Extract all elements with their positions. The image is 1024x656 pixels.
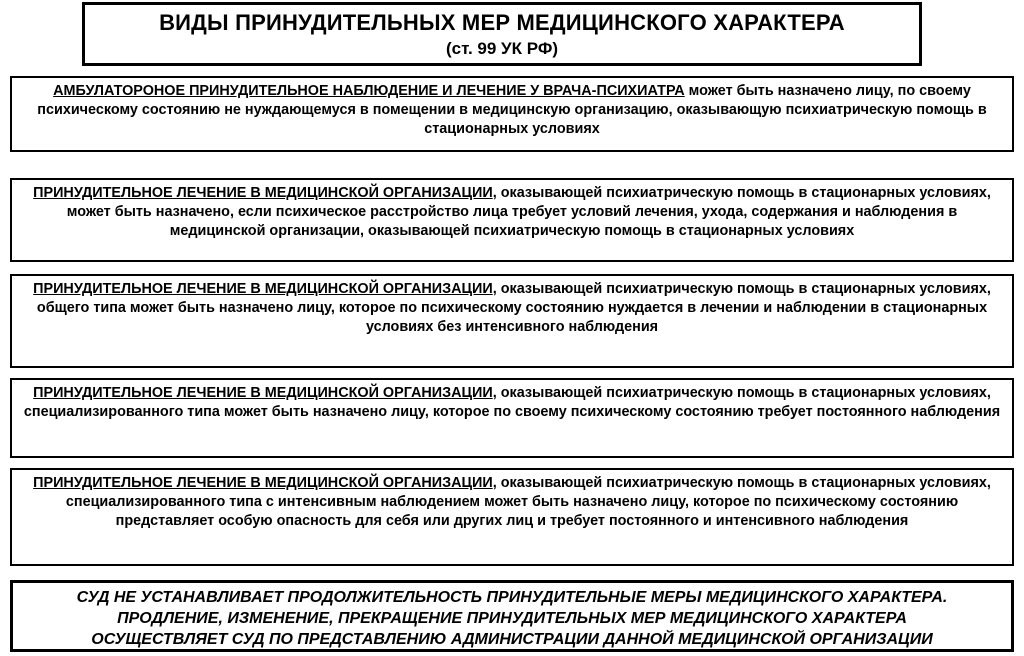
measure-text: , оказывающей психиатрическую помощь в стационарных условиях, специализированного типа может быть назначено лицу, которое по своему психическому состоянию требует постоянного наблюдения <box>23 385 1001 420</box>
measure-lead: ПРИНУДИТЕЛЬНОЕ ЛЕЧЕНИЕ В МЕДИЦИНСКОЙ ОРГАНИЗАЦИИ <box>33 385 493 401</box>
measure-text: может быть назначено лицу, по своему психическому состоянию не нуждающемуся в помещении в медицинскую организацию, оказывающую психиатрическую помощь в стационарных условиях <box>37 83 987 137</box>
court-note-line: СУД НЕ УСТАНАВЛИВАЕТ ПРОДОЛЖИТЕЛЬНОСТЬ ПРИНУДИТЕЛЬНЫЕ МЕРЫ МЕДИЦИНСКОГО ХАРАКТЕРА. <box>76 589 948 606</box>
diagram-title: ВИДЫ ПРИНУДИТЕЛЬНЫХ МЕР МЕДИЦИНСКОГО ХАРАКТЕРА <box>159 10 845 35</box>
measure-lead: ПРИНУДИТЕЛЬНОЕ ЛЕЧЕНИЕ В МЕДИЦИНСКОЙ ОРГАНИЗАЦИИ <box>33 281 493 297</box>
court-note-line: ПРОДЛЕНИЕ, ИЗМЕНЕНИЕ, ПРЕКРАЩЕНИЕ ПРИНУДИТЕЛЬНЫХ МЕР МЕДИЦИНСКОГО ХАРАКТЕРА <box>117 610 907 627</box>
court-note-line: ОСУЩЕСТВЛЯЕТ СУД ПО ПРЕДСТАВЛЕНИЮ АДМИНИСТРАЦИИ ДАННОЙ МЕДИЦИНСКОЙ ОРГАНИЗАЦИИ <box>91 631 933 648</box>
measure-lead: АМБУЛАТОРОНОЕ ПРИНУДИТЕЛЬНОЕ НАБЛЮДЕНИЕ И ЛЕЧЕНИЕ У ВРАЧА-ПСИХИАТРА <box>53 83 685 99</box>
measure-text: , оказывающей психиатрическую помощь в стационарных условиях, общего типа может быть назначено лицу, которое по психическому состоянию нуждается в лечении и наблюдении в стационарных условиях без интенсивного наблюдения <box>36 281 991 335</box>
measure-box-specialized-type <box>10 378 1014 458</box>
measure-box-specialized-intensive <box>10 468 1014 566</box>
measure-text: , оказывающей психиатрическую помощь в стационарных условиях, может быть назначено, если психическое расстройство лица требует условий лечения, ухода, содержания и наблюдения в медицинской организации, оказывающей психиатрическую помощь в стационарных условиях <box>66 185 991 239</box>
measure-lead: ПРИНУДИТЕЛЬНОЕ ЛЕЧЕНИЕ В МЕДИЦИНСКОЙ ОРГАНИЗАЦИИ <box>33 185 493 201</box>
measure-lead: ПРИНУДИТЕЛЬНОЕ ЛЕЧЕНИЕ В МЕДИЦИНСКОЙ ОРГАНИЗАЦИИ <box>33 475 493 491</box>
measure-box-inpatient <box>10 178 1014 262</box>
diagram-subtitle: (ст. 99 УК РФ) <box>446 39 558 58</box>
measure-box-outpatient <box>10 76 1014 152</box>
court-note-box <box>10 580 1014 652</box>
title-box <box>82 2 922 66</box>
measure-box-general-type <box>10 274 1014 368</box>
measure-text: , оказывающей психиатрическую помощь в стационарных условиях, специализированного типа с интенсивным наблюдением может быть назначено лицу, которое по психическому состоянию представляет особую опасность для себя или других лиц и требует постоянного и интенсивного наблюдения <box>65 475 991 529</box>
